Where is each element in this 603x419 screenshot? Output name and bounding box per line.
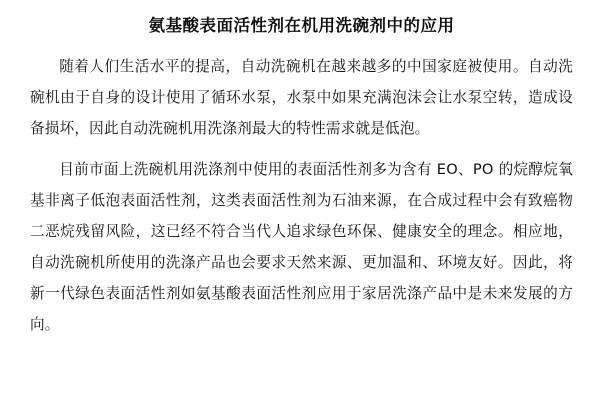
page-title: 氨基酸表面活性剂在机用洗碗剂中的应用 — [148, 16, 455, 35]
body-paragraph-1: 随着人们生活水平的提高，自动洗碗机在越来越多的中国家庭被使用。自动洗碗机由于自身的设计使用了循环水泵，水泵中如果充满泡沫会让水泵空转，造成设备损坏，因此自动洗碗机用洗涤剂最大的特性需求就是低泡。 — [30, 57, 573, 137]
body-paragraph-2: 目前市面上洗碗机用洗涤剂中使用的表面活性剂多为含有 EO、PO 的烷醇烷氧基非离子低泡表面活性剂，这类表面活性剂为石油来源，在合成过程中会有致癌物二恶烷残留风险，这已经不符合当代人追求绿色环保、健康安全的理念。相应地，自动洗碗机所使用的洗涤产品也会要求天然来源、更加温和、环境友好。因此，将新一代绿色表面活性剂如氨基酸表面活性剂应用于家居洗涤产品中是未来发展的方向。 — [30, 160, 573, 333]
